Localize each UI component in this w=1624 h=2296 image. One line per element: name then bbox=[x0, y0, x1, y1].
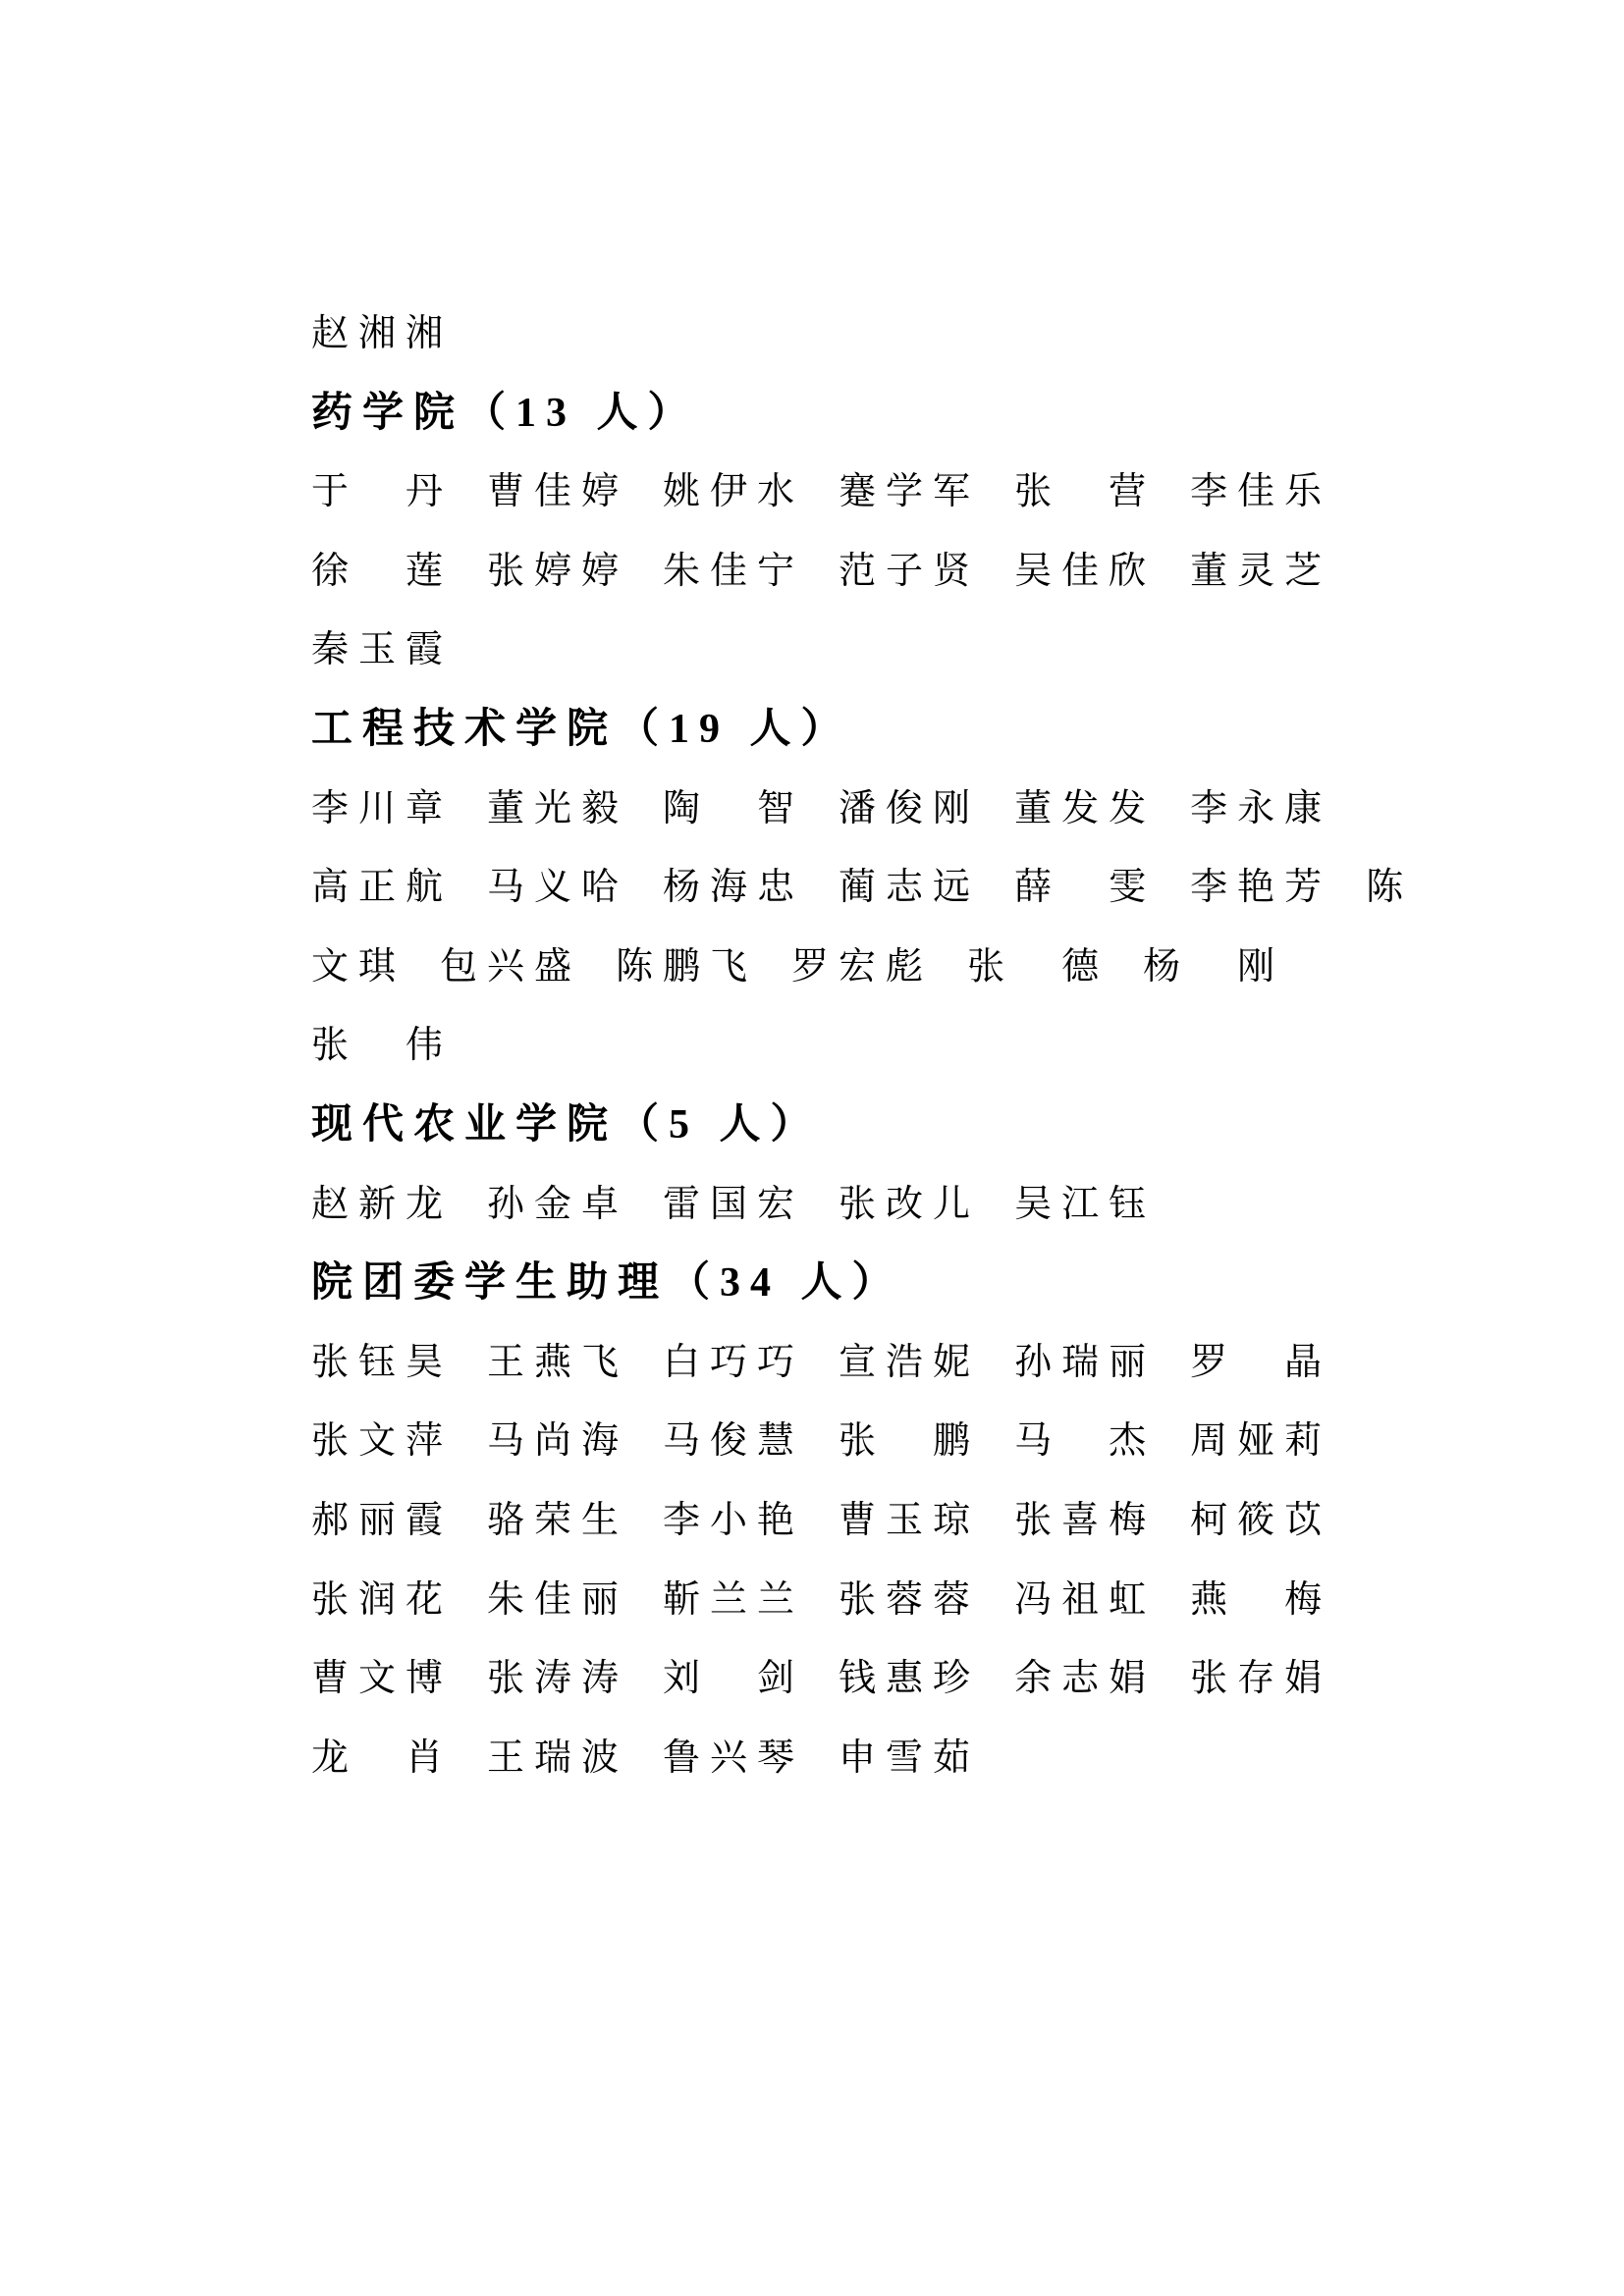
section-heading-engineering: 工程技术学院（19 人） bbox=[311, 706, 852, 752]
name-row bbox=[311, 294, 1413, 374]
person-name: 董发发 bbox=[1014, 787, 1157, 829]
person-name: 包兴盛 bbox=[440, 945, 582, 988]
section-heading-pharmacy: 药学院（13 人） bbox=[311, 390, 699, 436]
person-name: 赵湘湘 bbox=[311, 313, 454, 354]
name-row bbox=[311, 1481, 1413, 1561]
person-name: 文琪 bbox=[311, 945, 406, 988]
person-name: 马 杰 bbox=[1014, 1420, 1157, 1463]
person-name: 郝丽霞 bbox=[311, 1499, 454, 1541]
person-name: 曹玉琼 bbox=[839, 1499, 981, 1541]
person-name: 张婷婷 bbox=[487, 550, 629, 592]
person-name: 鲁兴琴 bbox=[663, 1736, 805, 1779]
person-name: 张蓉蓉 bbox=[839, 1578, 981, 1621]
section-heading-modern-agriculture: 现代农业学院（5 人） bbox=[311, 1101, 822, 1148]
name-row bbox=[311, 1561, 1413, 1640]
person-name: 赵新龙 bbox=[311, 1183, 454, 1225]
person-name: 张涛涛 bbox=[487, 1658, 629, 1700]
person-name: 杨海忠 bbox=[663, 867, 805, 909]
person-name: 朱佳宁 bbox=[663, 550, 805, 592]
name-row bbox=[311, 928, 1413, 1007]
person-name: 张喜梅 bbox=[1014, 1499, 1157, 1541]
person-name: 张文萍 bbox=[311, 1420, 454, 1463]
person-name: 柯筱苡 bbox=[1190, 1499, 1332, 1541]
person-name: 孙瑞丽 bbox=[1014, 1341, 1157, 1383]
person-name: 余志娟 bbox=[1014, 1658, 1157, 1700]
name-row bbox=[311, 532, 1413, 612]
person-name: 张 营 bbox=[1014, 471, 1157, 513]
person-name: 李川章 bbox=[311, 787, 454, 829]
person-name: 曹佳婷 bbox=[487, 471, 629, 513]
name-row bbox=[311, 453, 1413, 532]
person-name: 陈 bbox=[1366, 867, 1414, 909]
person-name: 周娅莉 bbox=[1190, 1420, 1332, 1463]
person-name: 吴佳欣 bbox=[1014, 550, 1157, 592]
name-row bbox=[311, 1006, 1413, 1086]
person-name: 骆荣生 bbox=[487, 1499, 629, 1541]
person-name: 张 鹏 bbox=[839, 1420, 981, 1463]
person-name: 蹇学军 bbox=[839, 471, 981, 513]
name-row bbox=[311, 848, 1413, 928]
person-name: 白巧巧 bbox=[663, 1341, 805, 1383]
name-row bbox=[311, 1719, 1413, 1798]
person-name: 马义哈 bbox=[487, 867, 629, 909]
person-name: 曹文博 bbox=[311, 1658, 454, 1700]
person-name: 潘俊刚 bbox=[839, 787, 981, 829]
person-name: 张 伟 bbox=[311, 1025, 454, 1067]
person-name: 蔺志远 bbox=[839, 867, 981, 909]
name-row bbox=[311, 1639, 1413, 1719]
person-name: 董灵芝 bbox=[1190, 550, 1332, 592]
person-name: 朱佳丽 bbox=[487, 1578, 629, 1621]
person-name: 刘 剑 bbox=[663, 1658, 805, 1700]
name-row bbox=[311, 1165, 1413, 1245]
person-name: 陶 智 bbox=[663, 787, 805, 829]
person-name: 杨 刚 bbox=[1143, 945, 1285, 988]
person-name: 罗 晶 bbox=[1190, 1341, 1332, 1383]
person-name: 吴江钰 bbox=[1014, 1183, 1157, 1225]
person-name: 张改儿 bbox=[839, 1183, 981, 1225]
person-name: 董光毅 bbox=[487, 787, 629, 829]
person-name: 王瑞波 bbox=[487, 1736, 629, 1779]
person-name: 罗宏彪 bbox=[791, 945, 934, 988]
name-row bbox=[311, 611, 1413, 690]
person-name: 李艳芳 bbox=[1190, 867, 1332, 909]
person-name: 秦玉霞 bbox=[311, 629, 454, 671]
person-name: 龙 肖 bbox=[311, 1736, 454, 1779]
person-name: 钱惠珍 bbox=[839, 1658, 981, 1700]
person-name: 于 丹 bbox=[311, 471, 454, 513]
person-name: 李佳乐 bbox=[1190, 471, 1332, 513]
section-heading-youth-league-assistants: 院团委学生助理（34 人） bbox=[311, 1260, 903, 1307]
person-name: 张存娟 bbox=[1190, 1658, 1332, 1700]
person-name: 靳兰兰 bbox=[663, 1578, 805, 1621]
person-name: 高正航 bbox=[311, 867, 454, 909]
person-name: 徐 莲 bbox=[311, 550, 454, 592]
person-name: 燕 梅 bbox=[1190, 1578, 1332, 1621]
person-name: 李永康 bbox=[1190, 787, 1332, 829]
person-name: 王燕飞 bbox=[487, 1341, 629, 1383]
person-name: 孙金卓 bbox=[487, 1183, 629, 1225]
person-name: 张钰昊 bbox=[311, 1341, 454, 1383]
person-name: 姚伊水 bbox=[663, 471, 805, 513]
person-name: 马尚海 bbox=[487, 1420, 629, 1463]
name-row bbox=[311, 1323, 1413, 1403]
person-name: 冯祖虹 bbox=[1014, 1578, 1157, 1621]
person-name: 马俊慧 bbox=[663, 1420, 805, 1463]
person-name: 雷国宏 bbox=[663, 1183, 805, 1225]
person-name: 申雪茹 bbox=[839, 1736, 981, 1779]
person-name: 陈鹏飞 bbox=[616, 945, 758, 988]
name-row bbox=[311, 1402, 1413, 1481]
name-row bbox=[311, 770, 1413, 849]
person-name: 薛 雯 bbox=[1014, 867, 1157, 909]
person-name: 张润花 bbox=[311, 1578, 454, 1621]
person-name: 李小艳 bbox=[663, 1499, 805, 1541]
person-name: 宣浩妮 bbox=[839, 1341, 981, 1383]
person-name: 范子贤 bbox=[839, 550, 981, 592]
document-content bbox=[311, 294, 1413, 1797]
person-name: 张 德 bbox=[967, 945, 1110, 988]
